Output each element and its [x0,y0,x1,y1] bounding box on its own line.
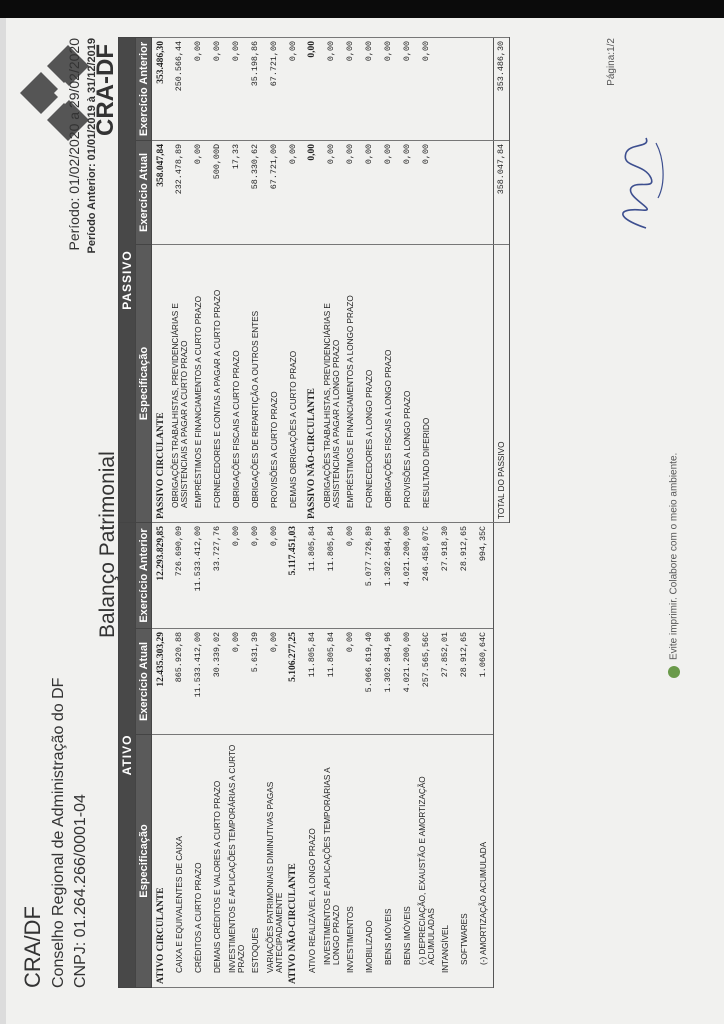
table-row [171,522,190,987]
row-label: PROVISÕES A LONGO PRAZO [399,245,418,523]
row-atual: 0,00 [266,629,285,735]
row-anterior: 0,00 [228,522,247,628]
ativo-col-anterior: Exercício Anterior [136,522,152,628]
row-atual: 67.721,00 [266,141,285,245]
row-label: OBRIGAÇÕES FISCAIS A CURTO PRAZO [228,245,247,523]
row-atual: 1.302.984,96 [380,629,399,735]
row-atual: 0,00 [323,141,342,245]
table-row [266,37,285,522]
row-label: DEMAIS OBRIGAÇÕES A CURTO PRAZO [285,245,304,523]
row-atual: 28.912,65 [456,629,475,735]
table-row [342,522,361,987]
table-row [342,37,361,522]
table-row [437,522,456,987]
row-label: OBRIGAÇÕES FISCAIS A LONGO PRAZO [380,245,399,523]
ativo-section-header: ATIVO [119,522,136,987]
period-current: Período: 01/02/2020 a 29/02/2020 [66,38,82,251]
table-row [380,522,399,987]
passivo-col-spec: Especificação [136,245,152,523]
row-anterior: 0,00 [342,522,361,628]
org-short-name: CRA/DF [20,906,45,988]
row-atual: 5.106.277,25 [285,629,304,735]
row-label: PROVISÕES A CURTO PRAZO [266,245,285,523]
row-label: CRÉDITOS A CURTO PRAZO [190,735,209,988]
document-title: Balanço Patrimonial [96,451,119,638]
row-label: BENS MÓVEIS [380,735,399,988]
table-row [209,37,228,522]
table-row [228,522,247,987]
table-row [209,522,228,987]
row-atual: 11.533.412,00 [190,629,209,735]
row-label: DEMAIS CRÉDITOS E VALORES A CURTO PRAZO [209,735,228,988]
row-anterior: 35.198,86 [247,37,266,140]
row-label: OBRIGAÇÕES TRABALHISTAS, PREVIDENCIÁRIAS E ASSISTENCIAIS A PAGAR A LONGO PRAZO [323,245,342,523]
table-row [380,37,399,522]
row-label: ATIVO NÃO-CIRCULANTE [285,735,304,988]
page-number: Página:1/2 [606,38,617,86]
table-row [247,522,266,987]
table-row [304,37,323,522]
row-atual: 0,00 [285,141,304,245]
row-label: (-) DEPRECIAÇÃO, EXAUSTÃO E AMORTIZAÇÃO ACUMULADAS [418,735,437,988]
recycle-icon [668,666,680,678]
row-anterior: 11.805,84 [323,522,342,628]
row-anterior: 0,00 [190,37,209,140]
ativo-col-atual: Exercício Atual [136,629,152,735]
row-anterior: 27.918,30 [437,522,456,628]
row-atual: 0,00 [418,141,437,245]
row-anterior: 28.912,65 [456,522,475,628]
row-atual: 500,00D [209,141,228,245]
row-label: CAIXA E EQUIVALENTES DE CAIXA [171,735,190,988]
row-label: EMPRÉSTIMOS E FINANCIAMENTOS A LONGO PRAZO [342,245,361,523]
row-anterior: 1.302.984,96 [380,522,399,628]
table-row [247,37,266,522]
row-anterior: 0,00 [228,37,247,140]
row-atual: 12.435.303,29 [152,629,171,735]
row-atual: 11.805,84 [304,629,323,735]
table-row [323,522,342,987]
table-row [266,522,285,987]
spacer-row [437,37,456,522]
row-anterior: 0,00 [285,37,304,140]
row-atual: 58.330,62 [247,141,266,245]
row-atual: 232.478,89 [171,141,190,245]
row-label: FORNECEDORES E CONTAS A PAGAR A CURTO PRAZO [209,245,228,523]
row-atual: 0,00 [190,141,209,245]
row-anterior: 0,00 [247,522,266,628]
row-label: OBRIGAÇÕES TRABALHISTAS, PREVIDENCIÁRIAS E ASSISTENCIAIS A PAGAR A CURTO PRAZO [171,245,190,523]
row-anterior: 5.077.726,89 [361,522,380,628]
row-atual: 358.047,84 [152,141,171,245]
table-row [190,522,209,987]
row-anterior: 246.458,07C [418,522,437,628]
table-row [418,522,437,987]
table-row [190,37,209,522]
passivo-table [118,37,510,523]
row-anterior: 0,00 [266,522,285,628]
rotated-page [6,18,706,1008]
row-atual: 11.805,84 [323,629,342,735]
row-atual: 4.021.200,00 [399,629,418,735]
row-label: ATIVO REALIZÁVEL A LONGO PRAZO [304,735,323,988]
row-label: IMOBILIZADO [361,735,380,988]
row-label: INVESTIMENTOS [342,735,361,988]
row-anterior: 994,35C [475,522,494,628]
row-anterior: 0,00 [380,37,399,140]
row-anterior: 11.805,84 [304,522,323,628]
row-atual: 30.339,02 [209,629,228,735]
table-row [152,522,171,987]
total-label: TOTAL DO PASSIVO [494,245,510,523]
row-atual: 0,00 [228,629,247,735]
row-atual: 0,00 [304,141,323,245]
passivo-col-anterior: Exercício Anterior [136,37,152,140]
row-anterior: 0,00 [361,37,380,140]
ativo-table [118,522,494,988]
row-atual: 17,33 [228,141,247,245]
table-row [399,37,418,522]
row-label: INVESTIMENTOS E APLICAÇÕES TEMPORÁRIAS A CURTO PRAZO [228,735,247,988]
row-atual: 27.852,01 [437,629,456,735]
row-anterior: 0,00 [304,37,323,140]
handwritten-signature [596,118,676,238]
org-full-name: Conselho Regional de Administração do DF [50,677,67,988]
row-label: (-) AMORTIZAÇÃO ACUMULADA [475,735,494,988]
table-row [456,522,475,987]
table-row [399,522,418,987]
row-label: INTANGÍVEL [437,735,456,988]
row-atual: 257.565,56C [418,629,437,735]
row-label: FORNECEDORES A LONGO PRAZO [361,245,380,523]
spacer-row [475,37,494,522]
row-atual: 0,00 [399,141,418,245]
row-label: RESULTADO DIFERIDO [418,245,437,523]
table-row [285,37,304,522]
period-previous: Período Anterior: 01/01/2019 à 31/12/2019 [86,38,98,254]
row-anterior: 250.566,44 [171,37,190,140]
row-atual: 0,00 [380,141,399,245]
row-label: BENS IMÓVEIS [399,735,418,988]
table-row [475,522,494,987]
document-paper [6,18,724,1024]
table-row [304,522,323,987]
org-cnpj: CNPJ: 01.264.266/0001-04 [72,794,89,988]
table-row [323,37,342,522]
logo-text: CRA-DF [92,44,119,136]
row-label: INVESTIMENTOS E APLICAÇÕES TEMPORÁRIAS A LONGO PRAZO [323,735,342,988]
eco-note: Evite imprimir. Colabore com o meio ambiente. [668,452,680,660]
row-label: PASSIVO NÃO-CIRCULANTE [304,245,323,523]
table-row [171,37,190,522]
table-row [418,37,437,522]
table-row [285,522,304,987]
row-anterior: 0,00 [209,37,228,140]
top-black-bar [0,0,724,18]
row-anterior: 33.727,76 [209,522,228,628]
ativo-col-spec: Especificação [136,735,152,988]
row-anterior: 11.533.412,00 [190,522,209,628]
row-anterior: 726.690,09 [171,522,190,628]
passivo-section-header: PASSIVO [119,37,136,522]
row-anterior: 0,00 [323,37,342,140]
row-atual: 1.060,64C [475,629,494,735]
row-anterior: 0,00 [418,37,437,140]
spacer-row [456,37,475,522]
passivo-col-atual: Exercício Atual [136,141,152,245]
row-atual: 5.631,39 [247,629,266,735]
row-label: VARIAÇÕES PATRIMONIAIS DIMINUTIVAS PAGAS ANTECIPADAMENTE [266,735,285,988]
row-atual: 5.066.619,40 [361,629,380,735]
row-label: PASSIVO CIRCULANTE [152,245,171,523]
table-row [361,37,380,522]
row-anterior: 12.293.829,85 [152,522,171,628]
row-label: OBRIGAÇÕES DE REPARTIÇÃO A OUTROS ENTES [247,245,266,523]
row-label: EMPRÉSTIMOS E FINANCIAMENTOS A CURTO PRAZO [190,245,209,523]
table-row [228,37,247,522]
row-atual: 0,00 [361,141,380,245]
eco-footer [668,453,680,678]
row-atual: 0,00 [342,141,361,245]
row-anterior: 353.486,30 [152,37,171,140]
table-row [152,37,171,522]
row-anterior: 0,00 [399,37,418,140]
row-atual: 865.920,88 [171,629,190,735]
table-row [361,522,380,987]
row-atual: 0,00 [342,629,361,735]
row-label: ESTOQUES [247,735,266,988]
total-atual: 358.047,84 [494,141,510,245]
row-anterior: 67.721,00 [266,37,285,140]
row-anterior: 0,00 [342,37,361,140]
total-row [494,37,510,522]
row-label: ATIVO CIRCULANTE [152,735,171,988]
row-label: SOFTWARES [456,735,475,988]
row-anterior: 4.021.200,00 [399,522,418,628]
total-anterior: 353.486,30 [494,37,510,140]
row-anterior: 5.117.451,03 [285,522,304,628]
